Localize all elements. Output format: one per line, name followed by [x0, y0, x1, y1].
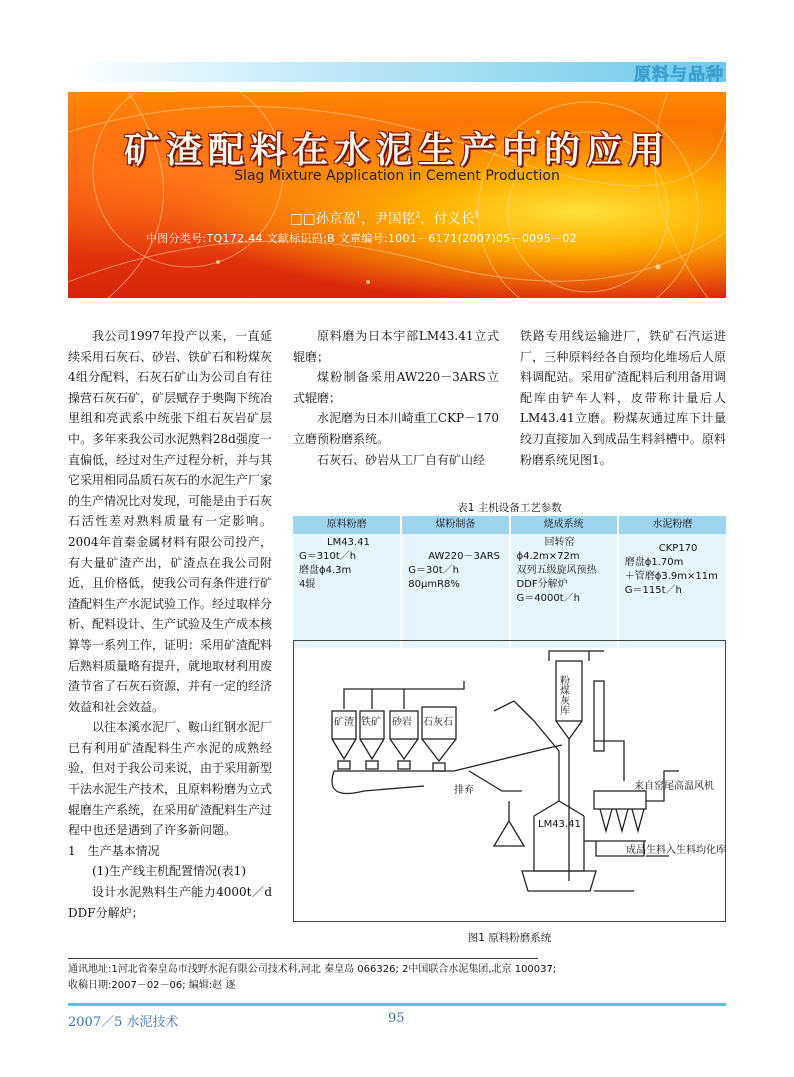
label-slag: 矿渣: [334, 717, 354, 728]
figure-caption: 图1 原料粉磨系统: [467, 932, 552, 944]
label-kiln-fan: 来自窑尾高温风机: [634, 781, 714, 792]
paragraph: 石灰石、砂岩从工厂自有矿山经: [317, 452, 486, 467]
table-cell: [401, 534, 509, 648]
cell-line: 80μmR8%: [408, 579, 460, 590]
paragraph: 以往本溪水泥厂、鞍山红钢水泥厂已有利用矿渣配料生产水泥的成熟经验，但对于我公司来说，由于采用新型干法水泥生产技术，且原料粉磨为立式辊磨生产系统，在采用矿渣配料生产过程中也还是遇到了许多新问题。: [68, 720, 273, 838]
table-header: 水泥粉磨: [618, 516, 726, 534]
classification-meta: 中图分类号:TQ172.44 文献标识码:B 文章编号:1001－6171(2007)05－0095－02: [146, 232, 577, 245]
cell-line: 磨盘ϕ4.3m: [299, 565, 352, 576]
cell-line: ＋管磨ϕ3.9m×11m: [624, 571, 718, 582]
table-cell: [618, 534, 726, 648]
cell-line: ϕ4.2m×72m: [516, 551, 580, 562]
paragraph: 水泥磨为日本川崎重工CKP－170立磨预粉磨系统。: [293, 411, 499, 446]
footnote-received: 收稿日期:2007－02－06; 编辑:赵 逐: [68, 980, 236, 991]
table-caption: 表1 主机设备工艺参数: [457, 502, 562, 514]
label-sandstone: 砂岩: [392, 717, 412, 728]
label-product-silo: 成品生料入生料均化库: [626, 845, 725, 856]
paragraph: (1)生产线主机配置情况(表1): [92, 864, 246, 879]
label-iron-ore: 铁矿: [361, 717, 381, 728]
journal-issue: 2007／5 水泥技术: [68, 1015, 179, 1030]
cell-line: 回转窑: [544, 537, 575, 548]
section-heading: 1 生产基本情况: [68, 843, 160, 858]
paragraph: 我公司1997年投产以来，一直延续采用石灰石、砂岩、铁矿石和粉煤灰4组分配料，石灰石矿山为公司自有往操营石灰石矿，矿层赋存于奥陶下统冶里组和亮武系中统张下组石灰岩矿层中。多年来我公司水泥熟料28d强度一直偏低，经过对生产过程分析，并与其它采用相同品质石灰石的水泥生产厂家的生产情况比对发现，可能是由于石灰石活性差对熟料质量有一定影响。2004年首秦金属材料有限公司投产，有大量矿渣产出，矿渣点在我公司附近，且价格低，使我公司有条件进行矿渣配料生产水泥试验工作。经过取样分析、配料设计、生产试验及生产成本核算等一系列工作，证明：采用矿渣配料后熟料质量略有提升，就地取材利用废渣节省了石灰石资源，并有一定的经济效益和社会效益。: [68, 329, 273, 714]
footnote-rule: [68, 958, 538, 959]
footnote: [68, 962, 728, 994]
table-header: 烧成系统: [510, 516, 618, 534]
section-title: 原料与品种: [634, 65, 724, 85]
footnote-address: 通讯地址:1河北省秦皇岛市浅野水泥有限公司技术科,河北 秦皇岛 066326; 2中国联合水泥集团,北京 100037;: [68, 964, 557, 975]
column-3: [520, 326, 726, 470]
cell-line: 双列五级旋风预热: [516, 565, 597, 576]
label-mill: LM43.41: [538, 819, 581, 830]
paragraph: 煤粉制备采用AW220－3ARS立式辊磨；: [293, 370, 499, 405]
header-gradient-bar: [68, 62, 726, 82]
label-coal-ash-silo: 粉煤灰库: [557, 675, 569, 715]
table-header: 煤粉制备: [401, 516, 509, 534]
cell-line: DDF分解炉: [516, 579, 568, 590]
paragraph: 设计水泥熟料生产能力4000t／d DDF分解炉；: [68, 885, 285, 920]
article-subtitle: Slag Mixture Application in Cement Production: [234, 168, 560, 184]
cell-line: LM43.41: [327, 537, 370, 548]
equipment-table: [293, 516, 726, 648]
column-2: [293, 326, 499, 470]
page-number: 95: [388, 1011, 405, 1026]
raw-mill-system-drawing: [294, 641, 725, 921]
authors: □□孙京盈$^1$，尹国铭$^2$，付义长$^1$: [290, 210, 480, 227]
label-discard: 排弃: [454, 785, 474, 796]
paragraph: 铁路专用线运输进厂，铁矿石汽运进厂，三种原料经各自预均化堆场后人原料调配站。采用矿渣配料后利用备用调配库由铲车人料，皮带称计量后人LM43.41立磨。粉煤灰通过库下计量绞刀直接加入到成品生料斜槽中。原料粉磨系统见图1。: [520, 329, 726, 467]
article-title: 矿渣配料在水泥生产中的应用: [123, 130, 670, 171]
cell-line: AW220－3ARS: [428, 551, 501, 562]
table-row: [293, 534, 726, 648]
cell-line: G＝4000t／h: [516, 593, 580, 604]
cell-line: 4辊: [299, 579, 316, 590]
table-header: 原料粉磨: [293, 516, 401, 534]
process-diagram: [293, 640, 726, 922]
cell-line: 磨盘ϕ1.70m: [624, 557, 684, 568]
title-banner: [68, 92, 726, 298]
paragraph: 原料磨为日本宇部LM43.41立式辊磨；: [293, 329, 499, 364]
cell-line: CKP170: [658, 543, 698, 554]
table-cell: [510, 534, 618, 648]
cell-line: G＝310t／h: [299, 551, 357, 562]
cell-line: G＝30t／h: [408, 565, 459, 576]
cell-line: G＝115t／h: [624, 585, 682, 596]
footer-rule: [68, 1003, 726, 1006]
table-cell: [293, 534, 401, 648]
table-header-row: [293, 516, 726, 534]
label-limestone: 石灰石: [423, 717, 453, 728]
column-1: [68, 326, 285, 923]
